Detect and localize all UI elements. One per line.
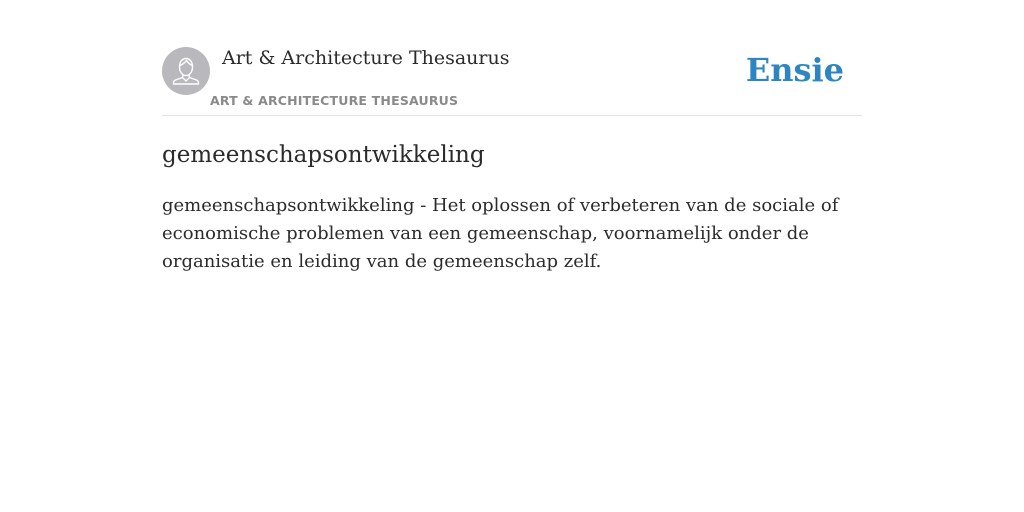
source-subtitle: ART & ARCHITECTURE THESAURUS (210, 93, 459, 108)
avatar[interactable] (162, 47, 210, 95)
entry-header (162, 0, 862, 116)
brand-logo[interactable]: Ensie (745, 51, 844, 89)
entry-title: gemeenschapsontwikkeling (162, 142, 485, 168)
content-container (162, 0, 862, 272)
source-title[interactable]: Art & Architecture Thesaurus (222, 47, 510, 69)
user-placeholder-icon (162, 47, 210, 95)
entry-definition: gemeenschapsontwikkeling - Het oplossen of verbeteren van de sociale of economische problemen van een gemeenschap, voornamelijk onder de organisatie en leiding van de gemeenschap zelf. (162, 195, 839, 272)
